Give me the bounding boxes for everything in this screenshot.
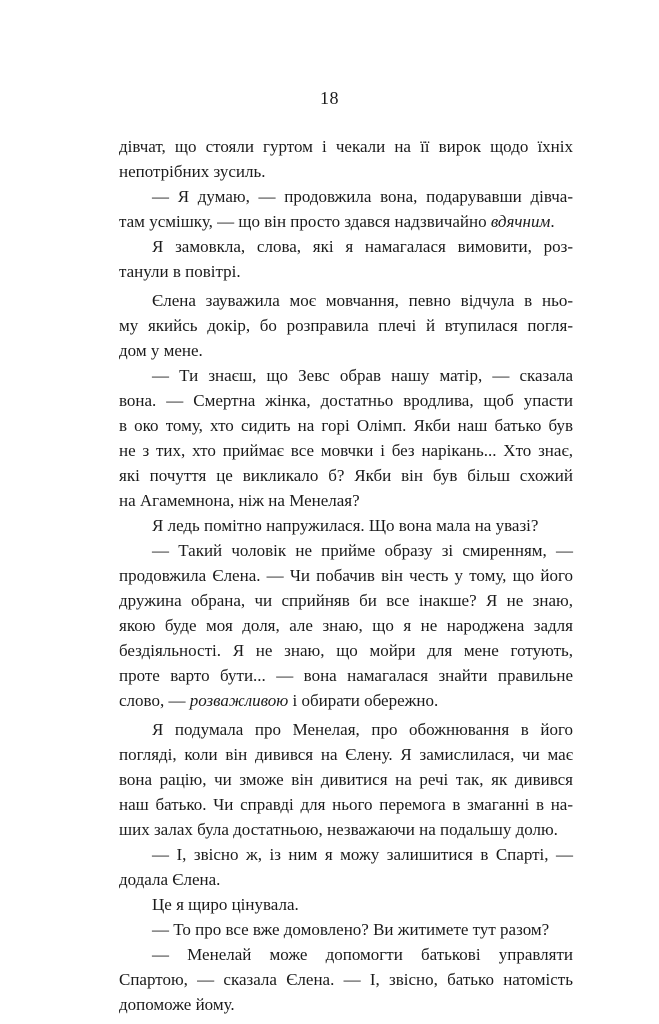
text-line: дівчат, що стояли гуртом і чекали на її вирок щодо їхніх bbox=[119, 137, 573, 156]
text-line: Єлена зауважила моє мовчання, певно відчула в ньо- bbox=[152, 291, 573, 310]
text-line: — Я думаю, — продовжила вона, подарувавши дівча- bbox=[152, 187, 573, 206]
text-line: допоможе йому. bbox=[119, 995, 235, 1014]
text-line: в око тому, хто сидить на горі Олімп. Якби наш батько був bbox=[119, 416, 573, 435]
text-line: бездіяльності. Я не знаю, що мойри для мене готують, bbox=[119, 641, 573, 660]
text-line: — Такий чоловік не прийме образу зі смиренням, — bbox=[152, 541, 573, 560]
text-fragment: і обирати обережно. bbox=[292, 691, 439, 710]
text-line: наш батько. Чи справді для нього перемога в змаганні в на- bbox=[119, 795, 573, 814]
text-line: продовжила Єлена. — Чи побачив він честь у тому, що його bbox=[119, 566, 573, 585]
page-number: 18 bbox=[320, 88, 339, 108]
text-line: погляді, коли він дивився на Єлену. Я замислилася, чи має bbox=[119, 745, 573, 764]
text-fragment: . bbox=[550, 212, 555, 231]
text-line: — Ти знаєш, що Зевс обрав нашу матір, — сказала bbox=[152, 366, 573, 385]
text-line bbox=[119, 209, 573, 234]
text-line: які почуття це викликало б? Якби він був більш схожий bbox=[119, 466, 573, 485]
text-line: — Менелай може допомогти батькові управляти bbox=[152, 945, 573, 964]
text-line: дом у мене. bbox=[119, 341, 203, 360]
text-line: Спартою, — сказала Єлена. — І, звісно, батько натомість bbox=[119, 970, 573, 989]
text-line: додала Єлена. bbox=[119, 870, 221, 889]
text-line: якою буде моя доля, але знаю, що я не народжена задля bbox=[119, 616, 573, 635]
emphasis-word: розважливою bbox=[189, 691, 289, 710]
text-line: Я ледь помітно напружилася. Що вона мала на увазі? bbox=[152, 516, 539, 535]
text-line: вона. — Смертна жінка, достатньо вродлива, щоб упасти bbox=[119, 391, 573, 410]
emphasis-word: вдячним bbox=[490, 212, 551, 231]
text-line: Це я щиро цінувала. bbox=[152, 895, 299, 914]
text-line: дружина обрана, чи сприйняв би все інакше? Я не знаю, bbox=[119, 591, 573, 610]
text-body bbox=[119, 134, 573, 1017]
text-line: на Агамемнона, ніж на Менелая? bbox=[119, 491, 360, 510]
text-line: Я подумала про Менелая, про обожнювання в його bbox=[152, 720, 573, 739]
text-line: — І, звісно ж, із ним я можу залишитися в Спарті, — bbox=[152, 845, 573, 864]
text-fragment: там усмішку, — що він просто здався надзвичайно bbox=[119, 212, 487, 231]
text-fragment: слово, — bbox=[119, 691, 186, 710]
text-line: танули в повітрі. bbox=[119, 262, 241, 281]
text-line: — То про все вже домовлено? Ви житимете тут разом? bbox=[152, 920, 550, 939]
text-line: Я замовкла, слова, які я намагалася вимовити, роз- bbox=[152, 237, 573, 256]
text-line: ших залах була достатньою, незважаючи на подальшу долю. bbox=[119, 820, 558, 839]
text-line: не з тих, хто приймає все мовчки і без нарікань... Хто знає, bbox=[119, 441, 573, 460]
text-line bbox=[119, 688, 573, 713]
text-line: вона рацію, чи зможе він дивитися на речі так, як дивився bbox=[119, 770, 573, 789]
text-line: проте варто бути... — вона намагалася знайти правильне bbox=[119, 666, 573, 685]
text-line: непотрібних зусиль. bbox=[119, 162, 266, 181]
text-line: му якийсь докір, бо розправила плечі й втупилася погля- bbox=[119, 316, 573, 335]
